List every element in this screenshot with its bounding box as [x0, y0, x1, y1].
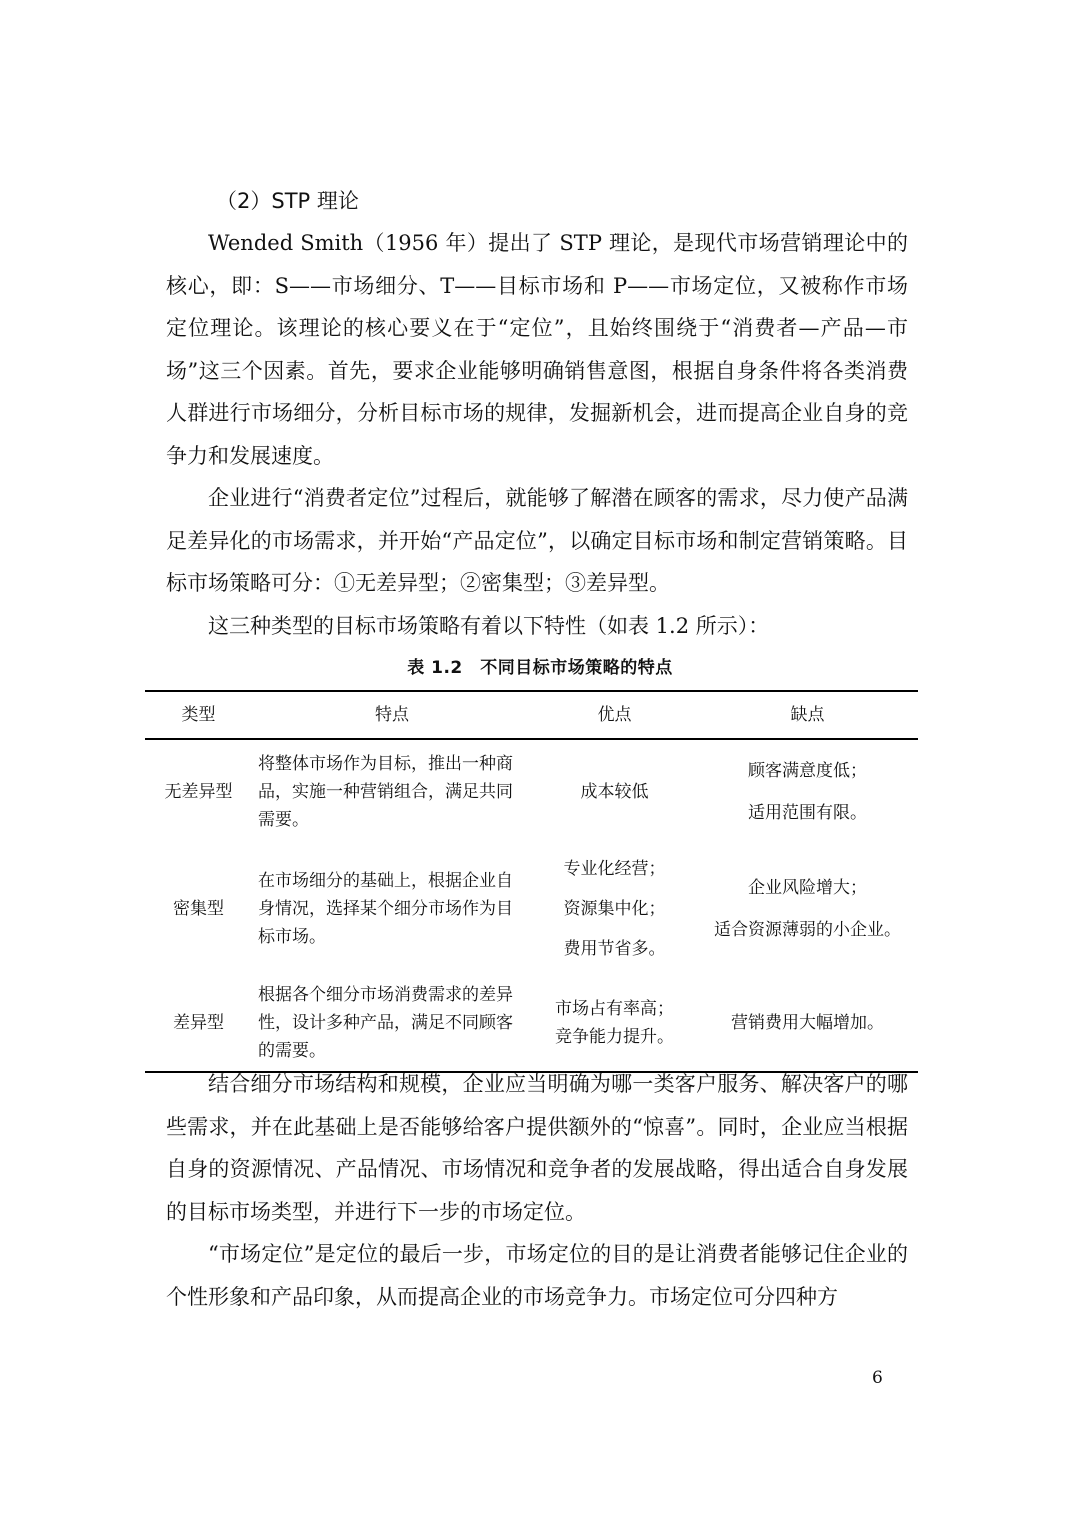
cell-cons: 顾客满意度低； 适用范围有限。	[748, 760, 867, 823]
table-caption: 表 1.2 不同目标市场策略的特点	[407, 658, 673, 678]
cell-pros: 专业化经营； 资源集中化； 费用节省多。	[563, 859, 666, 959]
cell-pros: 成本较低	[580, 781, 649, 802]
header-pros: 优点	[532, 691, 697, 739]
section-heading: （2）STP 理论	[216, 189, 359, 213]
cell-feature: 在市场细分的基础上，根据企业自身情况，选择某个细分市场作为目标市场。	[258, 871, 513, 947]
paragraph-market-positioning: “市场定位”是定位的最后一步，市场定位的目的是让消费者能够记住企业的个性形象和产品印象，从而提高企业的市场竞争力。市场定位可分四种方	[166, 1242, 908, 1309]
cell-type: 密集型	[173, 899, 224, 919]
table-header-row	[145, 691, 918, 739]
table-row	[145, 739, 918, 843]
header-type: 类型	[145, 691, 252, 739]
cell-cons: 营销费用大幅增加。	[697, 975, 918, 1072]
paragraph-segment-structure: 结合细分市场结构和规模，企业应当明确为哪一类客户服务、解决客户的哪些需求，并在此基础上是否能够给客户提供额外的“惊喜”。同时，企业应当根据自身的资源情况、产品情况、市场情况和竞争者的发展战略，得出适合自身发展的目标市场类型，并进行下一步的市场定位。	[166, 1072, 908, 1224]
header-cons: 缺点	[697, 691, 918, 739]
page-number: 6	[872, 1368, 883, 1388]
paragraph-consumer-positioning: 企业进行“消费者定位”过程后，就能够了解潜在顾客的需求，尽力使产品满足差异化的市场需求，并开始“产品定位”，以确定目标市场和制定营销策略。目标市场策略可分：①无差异型；②密集型；③差异型。	[166, 486, 908, 595]
cell-type: 无差异型	[164, 781, 233, 802]
paragraph-table-intro: 这三种类型的目标市场策略有着以下特性（如表 1.2 所示）：	[208, 614, 770, 638]
cell-feature: 根据各个细分市场消费需求的差异性，设计多种产品，满足不同顾客的需要。	[252, 975, 532, 1072]
strategy-table	[145, 690, 918, 1073]
cell-type: 差异型	[145, 975, 252, 1072]
paragraph-stp-intro: Wended Smith（1956 年）提出了 STP 理论，是现代市场营销理论中的核心，即：S——市场细分、T——目标市场和 P——市场定位，又被称作市场定位理论。该理论的核心要义在于“定位”，且始终围绕于“消费者—产品—市场”这三个因素。首先，要求企业能够明确销售意图，根据自身条件将各类消费人群进行市场细分，分析目标市场的规律，发掘新机会，进而提高企业自身的竞争力和发展速度。	[166, 231, 908, 468]
table-row	[145, 975, 918, 1072]
cell-feature: 将整体市场作为目标，推出一种商品，实施一种营销组合，满足共同需要。	[258, 753, 513, 830]
cell-pros: 市场占有率高； 竞争能力提升。	[532, 975, 697, 1072]
cell-cons: 企业风险增大； 适合资源薄弱的小企业。	[714, 878, 901, 940]
table-row	[145, 843, 918, 975]
header-feature: 特点	[252, 691, 532, 739]
